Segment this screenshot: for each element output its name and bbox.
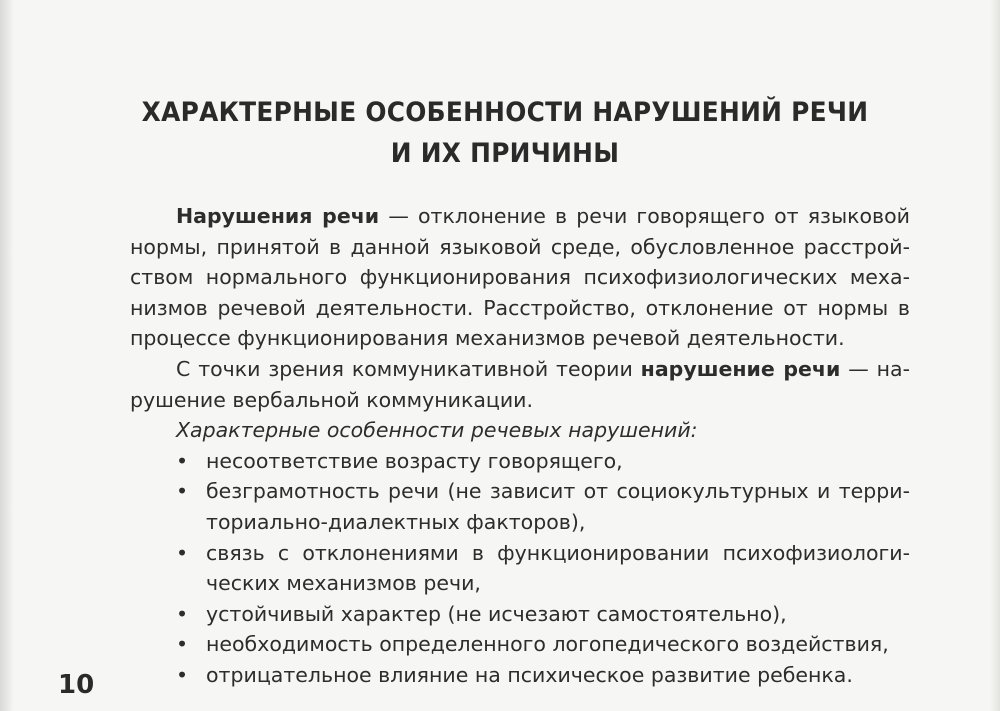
paragraph-line: низмов речевой деятельности. Расстройство, отклонение от нормы в bbox=[130, 295, 910, 320]
list-item bbox=[130, 599, 910, 630]
list-item-continuation: ческих механизмов речи, bbox=[206, 571, 481, 596]
page-binding-shadow bbox=[0, 0, 14, 711]
paragraph-line: ством нормального функционирования психофизиологических меха- bbox=[130, 265, 910, 290]
term-speech-disorder: нарушение речи bbox=[640, 356, 841, 381]
list-heading: Характерные особенности речевых нарушений: bbox=[176, 418, 698, 443]
list-item bbox=[130, 476, 910, 507]
paragraph-line bbox=[130, 201, 910, 232]
list-item-text: связь с отклонениями в функционировании психофизиологи- bbox=[206, 540, 910, 565]
bullet-icon: • bbox=[176, 662, 189, 687]
body-text bbox=[130, 201, 910, 691]
title-line-1: ХАРАКТЕРНЫЕ ОСОБЕННОСТИ НАРУШЕНИЙ РЕЧИ bbox=[141, 97, 869, 128]
paragraph-text: С точки зрения коммуникативной теории bbox=[176, 356, 641, 381]
paragraph-line: нормы, принятой в данной языковой среде, обусловленное расстрой- bbox=[130, 234, 910, 259]
title-line-2: И ИХ ПРИЧИНЫ bbox=[390, 138, 620, 169]
list-item bbox=[130, 446, 910, 477]
definition-text: — отклонение в речи говорящего от языковой bbox=[379, 204, 910, 228]
page-edge-shadow bbox=[990, 0, 1000, 711]
bullet-icon: • bbox=[176, 601, 189, 626]
list-item bbox=[130, 660, 910, 691]
list-item bbox=[130, 538, 910, 569]
paragraph-definition bbox=[130, 201, 910, 354]
bullet-icon: • bbox=[176, 448, 189, 473]
features-list bbox=[130, 446, 910, 691]
paragraph-line: рушение вербальной коммуникации. bbox=[130, 387, 534, 412]
list-item-text: отрицательное влияние на психическое развитие ребенка. bbox=[206, 662, 853, 687]
page-title bbox=[142, 92, 869, 174]
list-item-text: необходимость определенного логопедического воздействия, bbox=[206, 632, 889, 657]
paragraph-text: — на- bbox=[840, 356, 910, 381]
paragraph-communication bbox=[130, 354, 910, 415]
bullet-icon: • bbox=[176, 632, 189, 657]
bullet-icon: • bbox=[176, 540, 189, 565]
paragraph-line: процессе функционирования механизмов речевой деятельности. bbox=[130, 326, 845, 351]
list-item bbox=[130, 629, 910, 660]
list-item-text: несоответствие возрасту говорящего, bbox=[206, 448, 623, 473]
page-number: 10 bbox=[58, 670, 95, 700]
list-item-text: безграмотность речи (не зависит от социокультурных и терри- bbox=[206, 479, 910, 504]
bullet-icon: • bbox=[176, 479, 189, 504]
paragraph-line bbox=[130, 354, 910, 385]
term-speech-disorders: Нарушения речи bbox=[176, 204, 380, 228]
list-item-continuation: ториально-диалектных факторов), bbox=[206, 509, 586, 534]
list-item-text: устойчивый характер (не исчезают самостоятельно), bbox=[206, 601, 787, 626]
